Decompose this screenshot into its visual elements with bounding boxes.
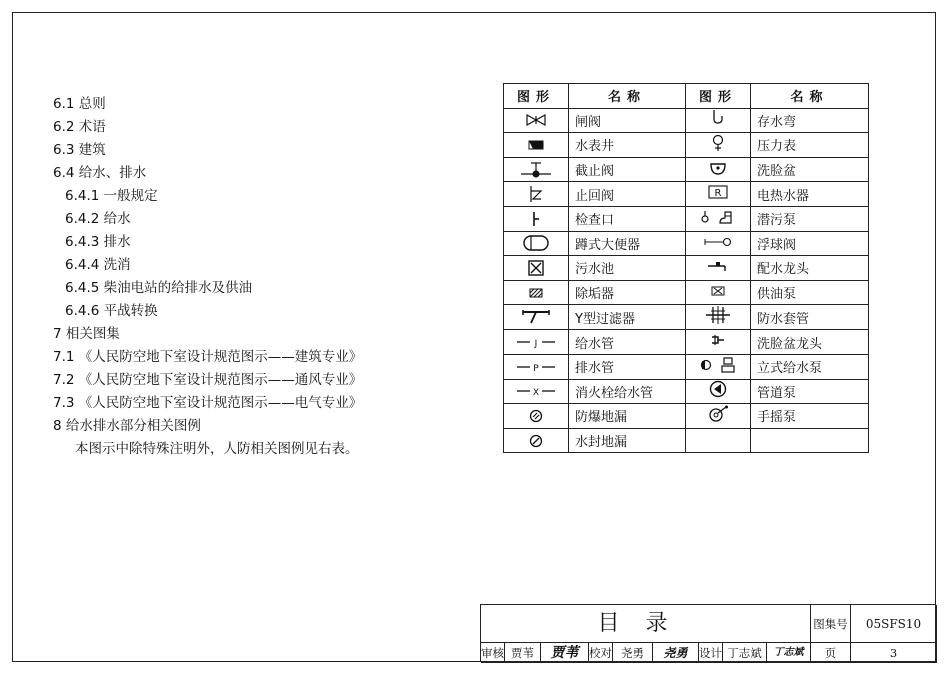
legend-empty-cell	[751, 428, 869, 453]
sewage-tank-icon	[528, 260, 544, 276]
legend-name: 潜污泵	[751, 206, 869, 231]
legend-name: 洗脸盆	[751, 157, 869, 182]
toc-line: 6.2 术语	[53, 119, 106, 135]
reviewer-signature: 贾苇	[541, 643, 589, 663]
pipe-letter: P	[533, 363, 539, 373]
legend-row	[504, 305, 869, 330]
protective-sleeve-icon	[705, 305, 731, 325]
legend-row	[504, 428, 869, 453]
y-strainer-icon	[521, 309, 551, 325]
legend-name: 检查口	[569, 206, 686, 231]
toc-line: 6.1 总则	[53, 96, 106, 112]
vertical-pump-icon	[700, 357, 736, 373]
legend-name: 给水管	[569, 330, 686, 355]
legend-empty-cell	[686, 428, 751, 453]
legend-row	[504, 404, 869, 429]
legend-row	[504, 256, 869, 281]
toc-line: 7 相关图集	[53, 326, 120, 342]
oil-supply-pump-icon	[711, 286, 725, 296]
blast-floor-drain-icon	[529, 409, 543, 423]
cleanout-icon	[531, 211, 541, 227]
legend-name: 手摇泵	[751, 404, 869, 429]
reviewer-name: 贾苇	[505, 643, 541, 663]
legend-name: 配水龙头	[751, 256, 869, 281]
legend-name: 水封地漏	[569, 428, 686, 453]
legend-name: 压力表	[751, 133, 869, 158]
legend-name: 防水套管	[751, 305, 869, 330]
legend-name: 消火栓给水管	[569, 379, 686, 404]
gate-valve-icon	[525, 114, 547, 126]
legend-header-name: 名称	[569, 84, 686, 109]
legend-name: 存水弯	[751, 108, 869, 133]
legend-name: 止回阀	[569, 182, 686, 207]
toc-line: 6.4.5 柴油电站的给排水及供油	[65, 280, 253, 296]
designer-name: 丁志斌	[723, 643, 767, 663]
legend-name: 浮球阀	[751, 231, 869, 256]
designer-signature: 丁志斌	[767, 643, 811, 663]
float-valve-icon	[703, 237, 733, 247]
legend-header-row	[504, 84, 869, 109]
legend-row	[504, 206, 869, 231]
legend-symbol-cell	[504, 108, 569, 133]
drain-pipe-icon	[516, 361, 556, 373]
checker-signature: 尧勇	[653, 643, 699, 663]
pipe-letter: J	[534, 339, 538, 349]
pressure-gauge-icon	[711, 134, 725, 152]
electric-water-heater-icon	[708, 185, 728, 199]
legend-header-name: 名称	[751, 84, 869, 109]
legend-row	[504, 231, 869, 256]
toc-line: 6.4.6 平战转换	[65, 303, 158, 319]
squat-toilet-icon	[523, 235, 549, 251]
legend-name: 污水池	[569, 256, 686, 281]
water-meter-well-icon	[528, 140, 544, 150]
legend-name: 防爆地漏	[569, 404, 686, 429]
toc-line: 7.3 《人民防空地下室设计规范图示——电气专业》	[53, 395, 363, 411]
legend-header-symbol: 图形	[504, 84, 569, 109]
legend-header-symbol: 图形	[686, 84, 751, 109]
legend-name: Y型过滤器	[569, 305, 686, 330]
water-supply-pipe-icon	[516, 336, 556, 348]
toc-line: 6.4.1 一般规定	[65, 188, 158, 204]
design-label: 设计	[699, 643, 723, 663]
pipe-letter: X	[532, 388, 540, 398]
legend-row	[504, 157, 869, 182]
legend-name: 蹲式大便器	[569, 231, 686, 256]
trap-icon	[711, 109, 725, 127]
toc-line: 7.2 《人民防空地下室设计规范图示——通风专业》	[53, 372, 363, 388]
fire-pipe-icon	[516, 385, 556, 397]
legend-row	[504, 280, 869, 305]
page-number: 3	[851, 643, 937, 663]
toc-line: 8 给水排水部分相关图例	[53, 418, 201, 434]
svg-text:R: R	[714, 188, 722, 200]
legend-name: 除垢器	[569, 280, 686, 305]
legend-symbol-cell	[686, 108, 751, 133]
atlas-number-label: 图集号	[811, 605, 851, 643]
toc-line: 6.4.2 给水	[65, 211, 131, 227]
legend-name: 立式给水泵	[751, 354, 869, 379]
legend-name: 洗脸盆龙头	[751, 330, 869, 355]
water-tap-icon	[707, 260, 729, 272]
sheet-title: 目录	[481, 605, 811, 643]
toc-line: 6.4.3 排水	[65, 234, 131, 250]
checker-name: 尧勇	[613, 643, 653, 663]
legend-row	[504, 379, 869, 404]
legend-table	[503, 83, 869, 453]
stop-valve-icon	[520, 161, 552, 179]
table-of-contents	[53, 93, 473, 461]
check-label: 校对	[589, 643, 613, 663]
washbasin-icon	[709, 161, 727, 175]
submersible-pump-icon	[700, 209, 736, 225]
toc-line: 6.4.4 洗消	[65, 257, 131, 273]
legend-row	[504, 133, 869, 158]
legend-name: 排水管	[569, 354, 686, 379]
legend-name: 闸阀	[569, 108, 686, 133]
water-seal-floor-drain-icon	[529, 434, 543, 448]
legend-row	[504, 182, 869, 207]
toc-note: 本图示中除特殊注明外，人防相关图例见右表。	[75, 441, 359, 457]
legend-name: 管道泵	[751, 379, 869, 404]
legend-name: 截止阀	[569, 157, 686, 182]
page-label: 页	[811, 643, 851, 663]
review-label: 审核	[481, 643, 505, 663]
legend-row	[504, 354, 869, 379]
legend-name: 供油泵	[751, 280, 869, 305]
atlas-number: 05SFS10	[851, 605, 937, 643]
descaler-icon	[529, 288, 543, 298]
hand-pump-icon	[707, 405, 729, 423]
legend-row	[504, 108, 869, 133]
toc-line: 6.4 给水、排水	[53, 165, 147, 181]
check-valve-icon	[529, 185, 543, 203]
title-block	[480, 604, 936, 662]
basin-faucet-icon	[710, 334, 726, 346]
legend-row	[504, 330, 869, 355]
pipeline-pump-icon	[709, 380, 727, 398]
toc-line: 6.3 建筑	[53, 142, 106, 158]
legend-name: 水表井	[569, 133, 686, 158]
toc-line: 7.1 《人民防空地下室设计规范图示——建筑专业》	[53, 349, 363, 365]
legend-name: 电热水器	[751, 182, 869, 207]
